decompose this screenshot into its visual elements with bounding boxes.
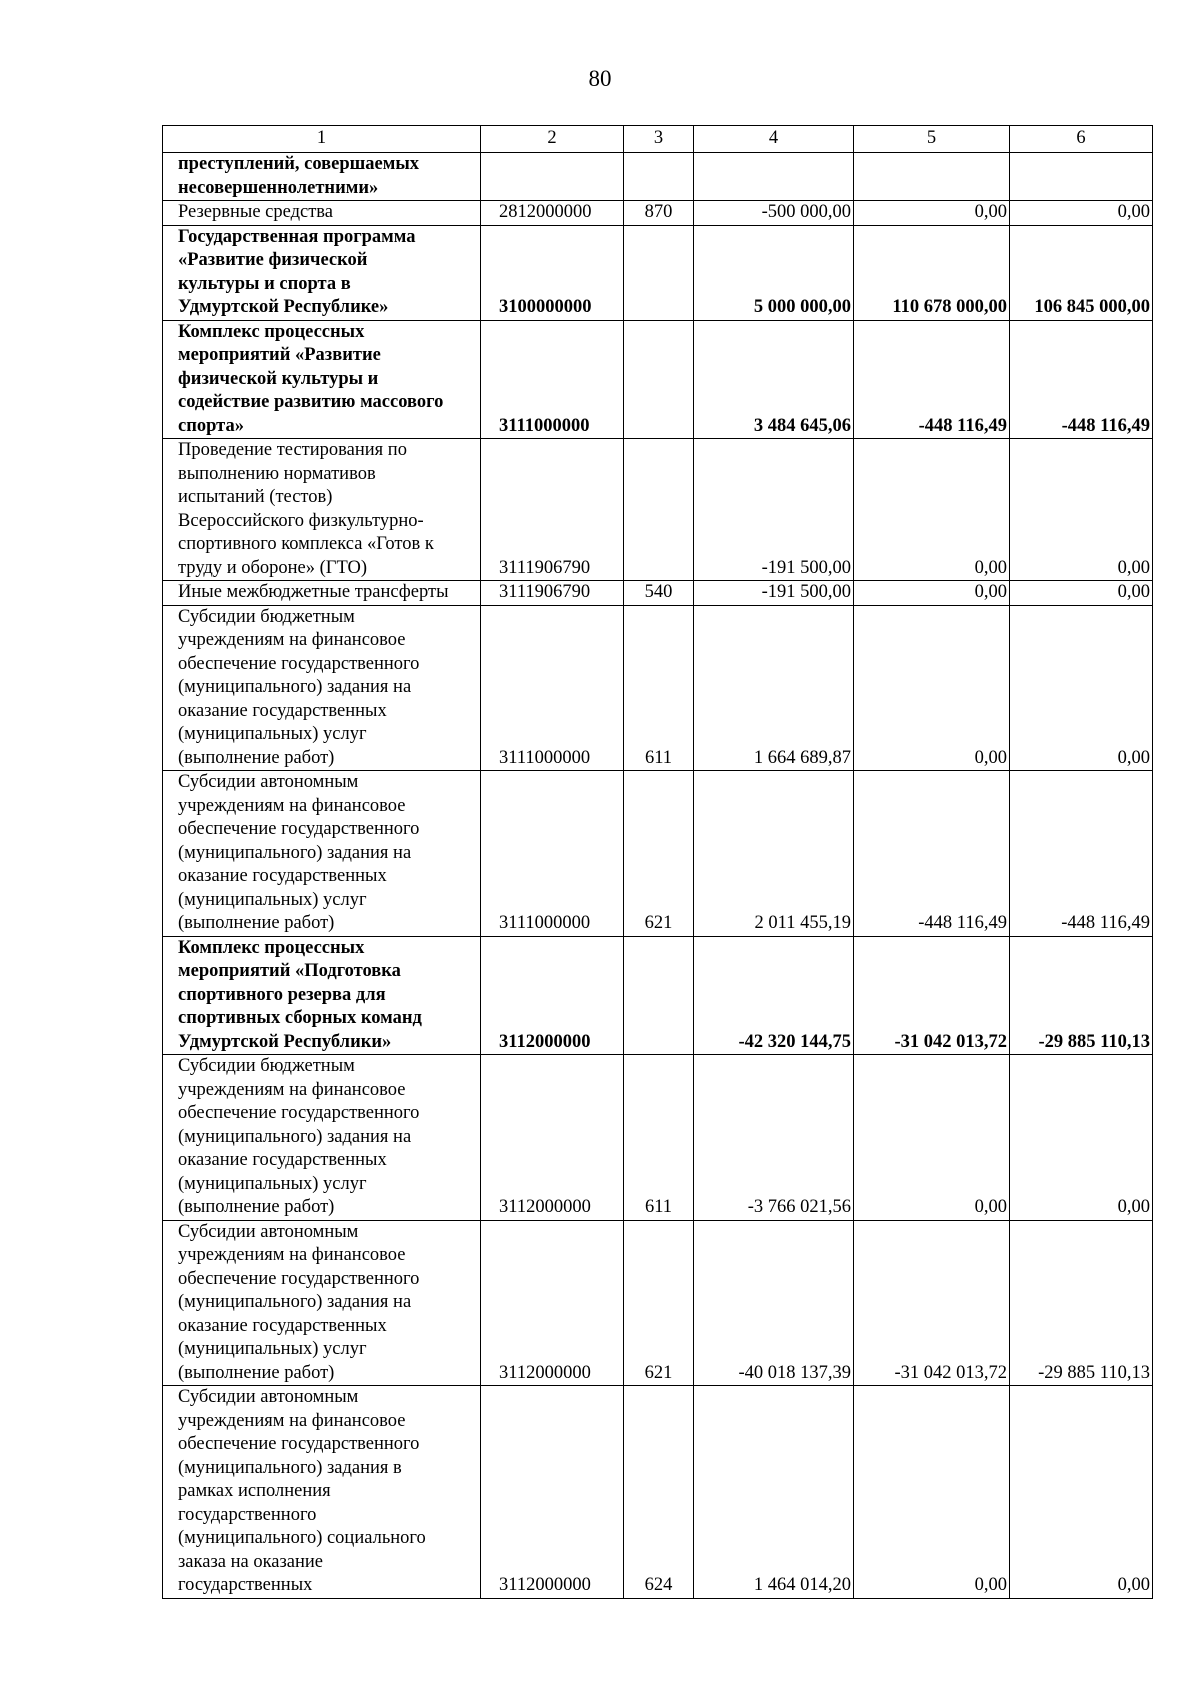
row-value-col5-cell: 0,00 <box>854 1386 1010 1599</box>
row-kind-cell <box>624 320 694 439</box>
row-kind-cell: 611 <box>624 605 694 771</box>
row-value-col5-cell: 0,00 <box>854 581 1010 606</box>
row-name-cell: Иные межбюджетные трансферты <box>163 581 481 606</box>
row-value-col5-cell: -448 116,49 <box>854 320 1010 439</box>
row-code-cell: 3111000000 <box>481 605 624 771</box>
row-name-cell: Субсидии бюджетным учреждениям на финансовое обеспечение государственного (муниципального) задания на оказание государственных (муниципальных) услуг (выполнение работ) <box>163 1055 481 1221</box>
row-value-col4-cell: -40 018 137,39 <box>694 1220 854 1386</box>
table-body <box>163 153 1153 1599</box>
row-value-col4-cell: -3 766 021,56 <box>694 1055 854 1221</box>
row-kind-cell <box>624 936 694 1055</box>
row-value-col6-cell: 0,00 <box>1010 439 1153 581</box>
header-row <box>163 126 1153 153</box>
row-value-col6-cell: -448 116,49 <box>1010 320 1153 439</box>
row-value-col5-cell: 0,00 <box>854 605 1010 771</box>
row-value-col5-cell: -448 116,49 <box>854 771 1010 937</box>
column-header: 6 <box>1010 126 1153 153</box>
row-value-col4-cell <box>694 153 854 201</box>
row-name-cell: Комплекс процессных мероприятий «Развитие физической культуры и содействие развитию массового спорта» <box>163 320 481 439</box>
column-header: 5 <box>854 126 1010 153</box>
row-kind-cell: 624 <box>624 1386 694 1599</box>
row-code-cell: 3112000000 <box>481 936 624 1055</box>
row-code-cell: 3111000000 <box>481 771 624 937</box>
row-kind-cell <box>624 153 694 201</box>
row-kind-cell: 540 <box>624 581 694 606</box>
row-code-cell: 3112000000 <box>481 1055 624 1221</box>
row-value-col4-cell: 5 000 000,00 <box>694 225 854 320</box>
row-value-col4-cell: 2 011 455,19 <box>694 771 854 937</box>
row-value-col6-cell: 0,00 <box>1010 581 1153 606</box>
row-kind-cell: 621 <box>624 1220 694 1386</box>
table-row <box>163 320 1153 439</box>
row-name-cell: Проведение тестирования по выполнению нормативов испытаний (тестов) Всероссийского физкультурно- спортивного комплекса «Готов к труду и обороне» (ГТО) <box>163 439 481 581</box>
row-value-col5-cell: 110 678 000,00 <box>854 225 1010 320</box>
column-header: 3 <box>624 126 694 153</box>
row-code-cell: 3111000000 <box>481 320 624 439</box>
row-name-cell: Субсидии автономным учреждениям на финансовое обеспечение государственного (муниципального) задания на оказание государственных (муниципальных) услуг (выполнение работ) <box>163 1220 481 1386</box>
row-value-col4-cell: 1 464 014,20 <box>694 1386 854 1599</box>
row-value-col6-cell: 0,00 <box>1010 1055 1153 1221</box>
table-row <box>163 605 1153 771</box>
row-code-cell: 3111906790 <box>481 581 624 606</box>
row-code-cell: 3112000000 <box>481 1386 624 1599</box>
row-value-col6-cell: 0,00 <box>1010 201 1153 226</box>
table-row <box>163 153 1153 201</box>
table-row <box>163 581 1153 606</box>
row-code-cell: 3112000000 <box>481 1220 624 1386</box>
table-row <box>163 439 1153 581</box>
row-value-col6-cell: 0,00 <box>1010 1386 1153 1599</box>
row-value-col6-cell: -448 116,49 <box>1010 771 1153 937</box>
row-name-cell: Государственная программа «Развитие физической культуры и спорта в Удмуртской Республике» <box>163 225 481 320</box>
row-value-col6-cell: 0,00 <box>1010 605 1153 771</box>
row-code-cell <box>481 153 624 201</box>
row-kind-cell <box>624 439 694 581</box>
row-name-cell: Субсидии бюджетным учреждениям на финансовое обеспечение государственного (муниципального) задания на оказание государственных (муниципальных) услуг (выполнение работ) <box>163 605 481 771</box>
row-value-col6-cell <box>1010 153 1153 201</box>
row-kind-cell: 621 <box>624 771 694 937</box>
table-row <box>163 201 1153 226</box>
row-value-col5-cell: 0,00 <box>854 201 1010 226</box>
row-kind-cell <box>624 225 694 320</box>
row-name-cell: преступлений, совершаемых несовершеннолетними» <box>163 153 481 201</box>
table-row <box>163 1386 1153 1599</box>
row-value-col5-cell: -31 042 013,72 <box>854 936 1010 1055</box>
row-value-col6-cell: -29 885 110,13 <box>1010 936 1153 1055</box>
table-row <box>163 225 1153 320</box>
row-name-cell: Субсидии автономным учреждениям на финансовое обеспечение государственного (муниципального) задания на оказание государственных (муниципальных) услуг (выполнение работ) <box>163 771 481 937</box>
column-header: 1 <box>163 126 481 153</box>
table-row <box>163 1220 1153 1386</box>
row-value-col6-cell: 106 845 000,00 <box>1010 225 1153 320</box>
page-number: 80 <box>588 66 612 91</box>
column-header: 2 <box>481 126 624 153</box>
row-code-cell: 3100000000 <box>481 225 624 320</box>
row-value-col5-cell: 0,00 <box>854 1055 1010 1221</box>
row-value-col4-cell: 1 664 689,87 <box>694 605 854 771</box>
row-value-col4-cell: -191 500,00 <box>694 439 854 581</box>
row-code-cell: 3111906790 <box>481 439 624 581</box>
row-name-cell: Резервные средства <box>163 201 481 226</box>
row-value-col4-cell: -500 000,00 <box>694 201 854 226</box>
table-row <box>163 1055 1153 1221</box>
budget-table <box>162 125 1153 1599</box>
table-row <box>163 771 1153 937</box>
row-value-col4-cell: -42 320 144,75 <box>694 936 854 1055</box>
row-name-cell: Комплекс процессных мероприятий «Подготовка спортивного резерва для спортивных сборных команд Удмуртской Республики» <box>163 936 481 1055</box>
row-name-cell: Субсидии автономным учреждениям на финансовое обеспечение государственного (муниципального) задания в рамках исполнения государственного (муниципального) социального заказа на оказание государственных <box>163 1386 481 1599</box>
table-row <box>163 936 1153 1055</box>
column-header: 4 <box>694 126 854 153</box>
row-value-col5-cell <box>854 153 1010 201</box>
row-value-col5-cell: 0,00 <box>854 439 1010 581</box>
row-value-col4-cell: -191 500,00 <box>694 581 854 606</box>
row-value-col5-cell: -31 042 013,72 <box>854 1220 1010 1386</box>
row-code-cell: 2812000000 <box>481 201 624 226</box>
row-value-col6-cell: -29 885 110,13 <box>1010 1220 1153 1386</box>
row-kind-cell: 870 <box>624 201 694 226</box>
row-kind-cell: 611 <box>624 1055 694 1221</box>
row-value-col4-cell: 3 484 645,06 <box>694 320 854 439</box>
